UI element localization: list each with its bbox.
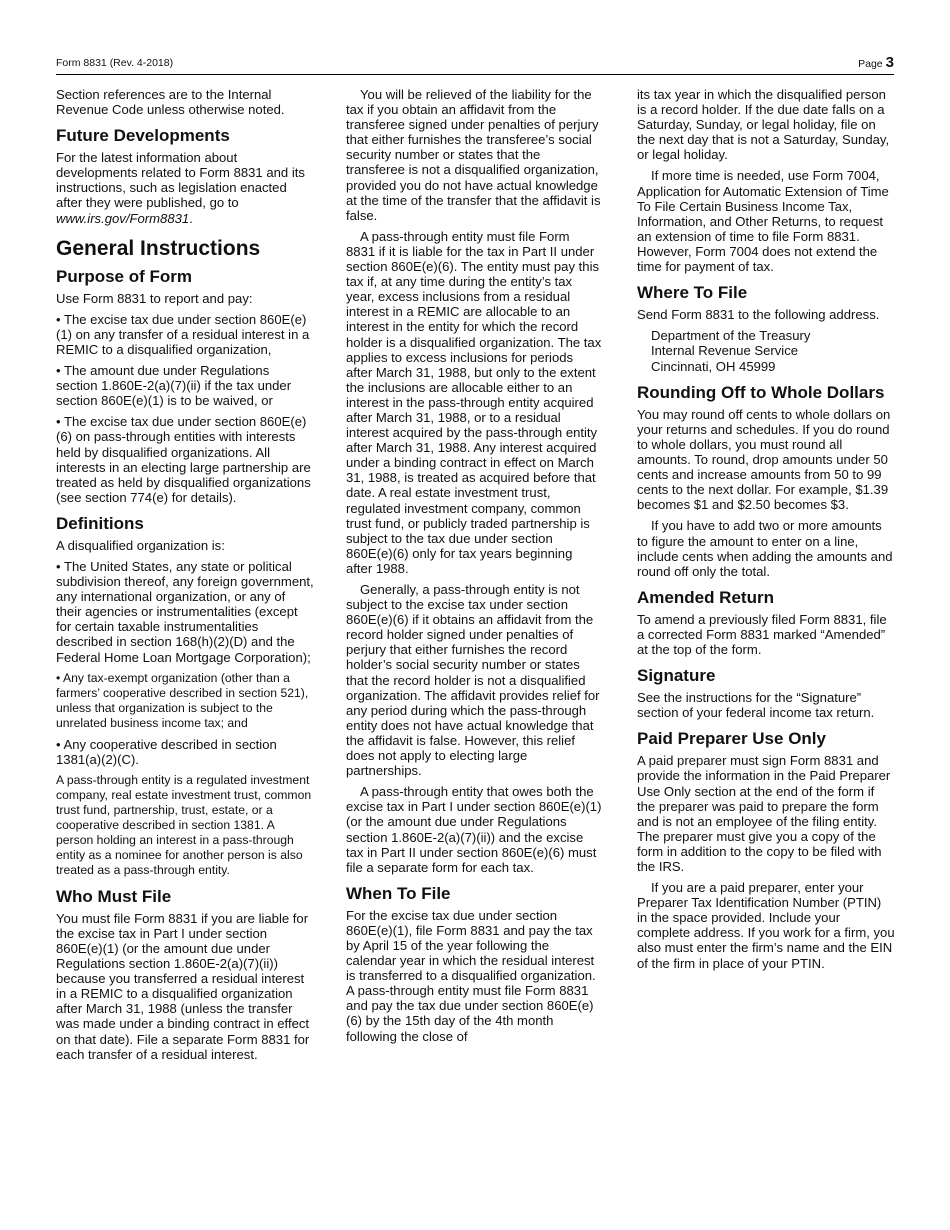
definitions-heading: Definitions bbox=[56, 513, 144, 533]
extension-paragraph: If more time is needed, use Form 7004, Application for Automatic Extension of Time To File Certain Business Income Tax, Information, and Other Returns, to request an extension of time to file Form 8831. However, Form 7004 does not extend the time for payment of tax. bbox=[637, 168, 889, 275]
affidavit-relief-paragraph: Generally, a pass-through entity is not subject to the excise tax under section 860E(e)(6) if it obtains an affidavit from the record holder signed under penalties of perjury that either furnishes the record holder’s social security number or states that the record holder is not a disqualified organization. The affidavit provides relief for any period during which the pass-through entity does not have actual knowledge that the affidavit is false. However, this relief does not apply to electing large partnerships. bbox=[346, 582, 600, 779]
definitions-intro: A disqualified organization is: bbox=[56, 537, 225, 553]
paid-preparer-paragraph-2: If you are a paid preparer, enter your Preparer Tax Identification Number (PTIN) in the space provided. Include your complete address. If you work for a firm, you also must enter the firm’s name and the EIN of the firm in place of your PTIN. bbox=[637, 880, 895, 971]
purpose-bullet-3: • The excise tax due under section 860E(e)(6) on pass-through entities with interests held by disqualified organizations. All interests in an electing large partnership are treated as held by disqualified organizations (see section 774(e) for details). bbox=[56, 414, 311, 505]
rounding-heading: Rounding Off to Whole Dollars bbox=[637, 382, 885, 402]
column-left bbox=[56, 87, 314, 1068]
page-word: Page bbox=[858, 58, 883, 70]
where-to-file-text: Send Form 8831 to the following address. bbox=[637, 307, 880, 323]
who-must-file-heading: Who Must File bbox=[56, 886, 172, 906]
future-developments-text bbox=[56, 150, 314, 225]
form-revision-label: Form 8831 (Rev. 4-2018) bbox=[56, 57, 174, 69]
column-middle bbox=[346, 87, 602, 1050]
section-references-note: Section references are to the Internal Revenue Code unless otherwise noted. bbox=[56, 87, 285, 118]
where-to-file-heading: Where To File bbox=[637, 283, 748, 303]
when-to-file-text: For the excise tax due under section 860E(e)(1), file Form 8831 and pay the tax by April 15 of the year following the calendar year in which the residual interest is transferred to a disqualified organization. A pass-through entity must file Form 8831 and pay the tax due under section 860E(e)(6) by the 15th day of the 4th month following the close of bbox=[346, 907, 596, 1044]
pass-through-entity-definition: A pass-through entity is a regulated investment company, real estate investment trust, common trust fund, partnership, trust, estate, or a cooperative described in section 1381. A person holding an interest in a pass-through entity as a nominee for another person is also treated as a pass-through entity. bbox=[56, 772, 312, 877]
page-number: 3 bbox=[885, 54, 894, 71]
address-line-2: Internal Revenue Service bbox=[651, 343, 799, 359]
purpose-of-form-heading: Purpose of Form bbox=[56, 266, 193, 286]
rounding-paragraph-1: You may round off cents to whole dollars on your returns and schedules. If you do round to whole dollars, you must round all amounts. To round, drop amounts under 50 cents and increase amounts from 50 to 99 cents to the next dollar. For example, $1.39 becomes $1 and $2.50 becomes $3. bbox=[637, 406, 891, 513]
future-developments-heading: Future Developments bbox=[56, 126, 230, 146]
when-to-file-heading: When To File bbox=[346, 883, 451, 903]
mailing-address bbox=[637, 328, 895, 374]
definitions-bullet-2: • Any tax-exempt organization (other than a farmers’ cooperative described in section 521), unless that organization is subject to the unrelated business income tax; and bbox=[56, 670, 309, 730]
rounding-paragraph-2: If you have to add two or more amounts to figure the amount to enter on a line, include cents when adding the amounts and round off only the total. bbox=[637, 518, 893, 579]
paid-preparer-paragraph-1: A paid preparer must sign Form 8831 and provide the information in the Paid Preparer Use Only section at the end of the form if the preparer was paid to prepare the form and is not an employee of the filing entity. The preparer must give you a copy of the form in addition to the copy to be filed with the IRS. bbox=[637, 753, 891, 874]
amended-return-heading: Amended Return bbox=[637, 587, 774, 607]
liability-relief-paragraph: You will be relieved of the liability for the tax if you obtain an affidavit from the transferee signed under penalties of perjury that either furnishes the transferee’s social security number or states that the transferee is not a disqualified organization, provided you do not have actual knowledge at the time of the transfer that the affidavit is false. bbox=[346, 87, 601, 223]
due-date-continuation: its tax year in which the disqualified person is a record holder. If the due date falls on a Saturday, Sunday, or legal holiday, file on the next day that is not a Saturday, Sunday, or legal holiday. bbox=[637, 87, 890, 163]
who-must-file-text: You must file Form 8831 if you are liable for the excise tax in Part I under section 860E(e)(1) (or the amount due under Regulations section 1.860E-2(a)(7)(ii)) because you transferred a residual interest in a REMIC to a disqualified organization after March 31, 1988 (unless the transfer was made under a binding contract in effect on that date). File a separate Form 8831 for each transfer of a residual interest. bbox=[56, 910, 310, 1062]
definitions-bullet-3: • Any cooperative described in section 1381(a)(2)(C). bbox=[56, 736, 277, 767]
column-right bbox=[637, 87, 895, 977]
purpose-bullet-1: • The excise tax due under section 860E(e)(1) on any transfer of a residual interest in a REMIC to a disqualified organization, bbox=[56, 311, 310, 357]
separate-form-paragraph: A pass-through entity that owes both the excise tax in Part I under section 860E(e)(1) (or the amount due under Regulations section 1.860E-2(a)(7)(ii)) and the excise tax in Part II under section 860E(e)(6) must file a separate form for each tax. bbox=[346, 784, 602, 875]
signature-heading: Signature bbox=[637, 666, 716, 686]
definitions-bullet-1: • The United States, any state or political subdivision thereof, any foreign government, any international organization, or any of their agencies or instrumentalities (except for certain taxable instrumentalities described in section 168(h)(2)(D) and the Federal Home Loan Mortgage Corporation); bbox=[56, 558, 314, 665]
address-line-1: Department of the Treasury bbox=[651, 328, 811, 344]
pass-through-filing-paragraph: A pass-through entity must file Form 8831 if it is liable for the tax in Part II under section 860E(e)(6). The entity must pay this tax if, at any time during the entity’s tax year, excess inclusions from a residual interest in a REMIC are allocable to an interest in the entity for which the record holder is a disqualified organization. The tax applies to excess inclusions for periods after March 31, 1988, but only to the extent the inclusions are allocable either to an interest in the pass-through entity acquired after March 31, 1988, or to a residual interest acquired by the pass-through entity after March 31, 1988. Any interest acquired under a binding contract in effect on March 31, 1988, is treated as acquired before that date. A real estate investment trust, regulated investment company, common trust fund, or publicly traded partnership is subject to the tax due under section 860E(e)(6) only for tax years beginning after 1988. bbox=[346, 228, 602, 576]
irs-website-link[interactable]: www.irs.gov/Form8831 bbox=[56, 210, 190, 226]
signature-text: See the instructions for the “Signature” section of your federal income tax return. bbox=[637, 690, 875, 721]
address-line-3: Cincinnati, OH 45999 bbox=[651, 358, 776, 374]
amended-return-text: To amend a previously filed Form 8831, file a corrected Form 8831 marked “Amended” at the top of the form. bbox=[637, 611, 887, 658]
future-developments-period: . bbox=[189, 210, 193, 226]
general-instructions-heading: General Instructions bbox=[56, 236, 261, 260]
future-developments-body: For the latest information about developments related to Form 8831 and its instructions, such as legislation enacted after they were published, go to bbox=[56, 150, 305, 211]
page-header bbox=[56, 54, 894, 75]
purpose-intro: Use Form 8831 to report and pay: bbox=[56, 290, 253, 306]
page-number-label bbox=[858, 54, 894, 71]
purpose-bullet-2: • The amount due under Regulations section 1.860E-2(a)(7)(ii) if the tax under section 860E(e)(1) is to be waived, or bbox=[56, 363, 292, 409]
paid-preparer-heading: Paid Preparer Use Only bbox=[637, 729, 826, 749]
